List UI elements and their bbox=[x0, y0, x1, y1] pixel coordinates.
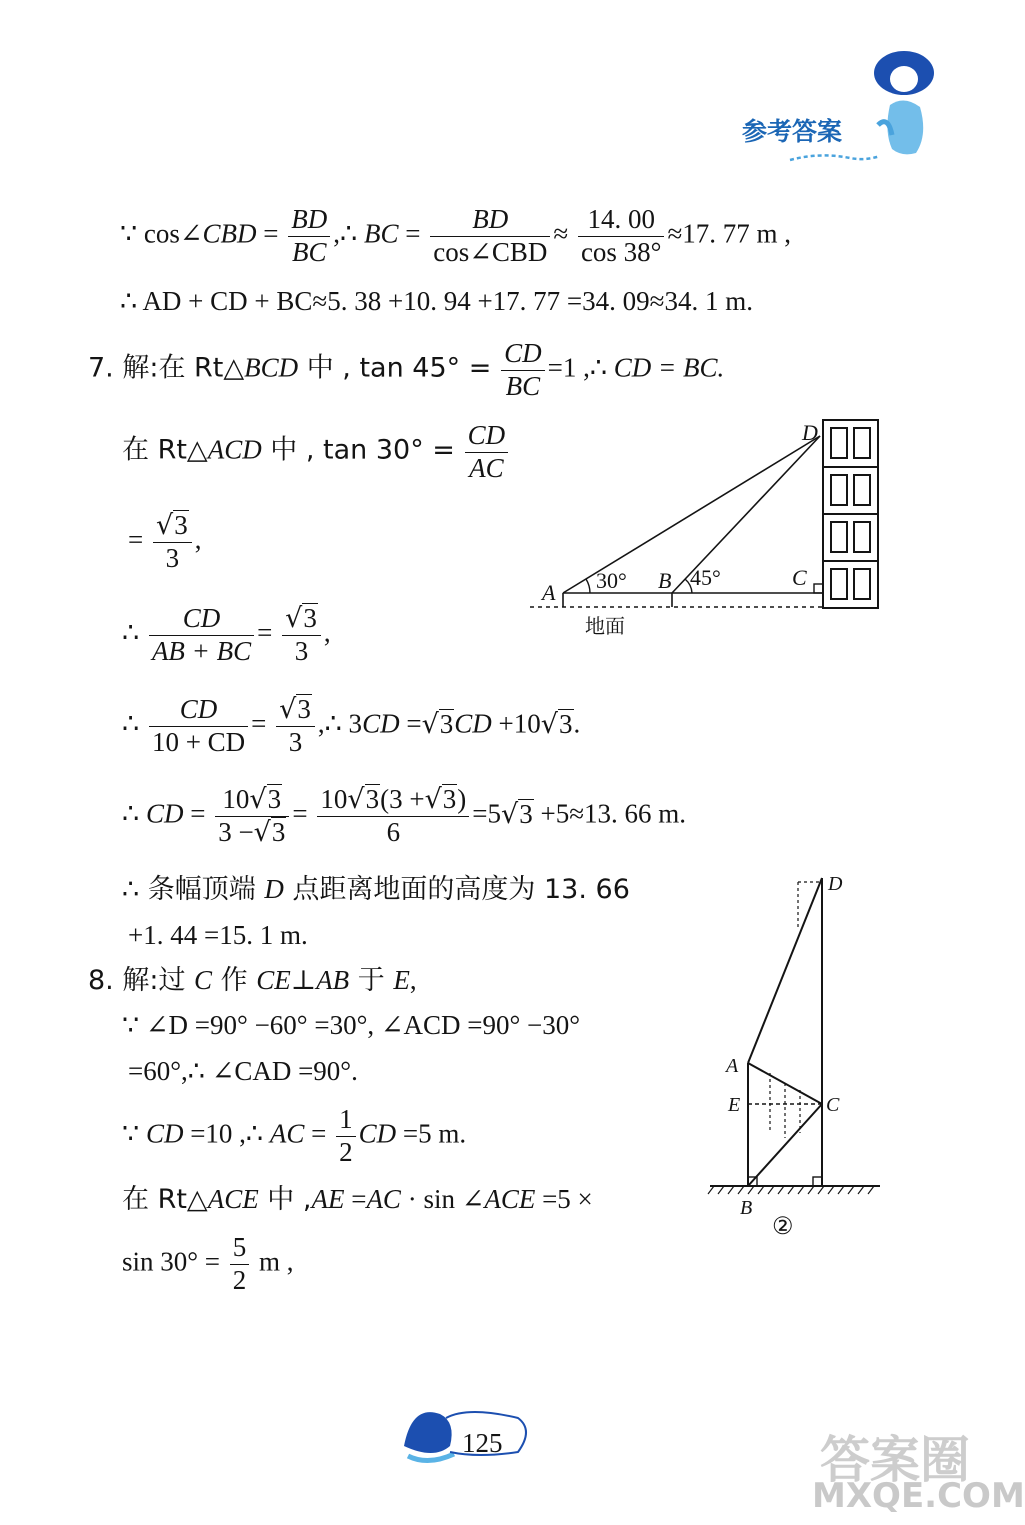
label-c: C bbox=[792, 565, 807, 590]
fraction bbox=[501, 338, 545, 403]
text: =10 ,∴ bbox=[183, 1118, 270, 1149]
numerator: CD bbox=[501, 338, 545, 371]
header-mascot-icon bbox=[868, 45, 948, 165]
numerator: 5 bbox=[230, 1232, 250, 1265]
text: 中 , tan 45° = bbox=[298, 352, 492, 384]
text: 3 bbox=[267, 784, 282, 814]
problem-number: 8. 解 bbox=[88, 965, 150, 996]
text: 10 bbox=[320, 784, 348, 814]
radical: √3 bbox=[279, 694, 311, 725]
line-total-distance: ∴ AD + CD + BC≈5. 38 +10. 94 +17. 77 =34. 09≈34. 1 m. bbox=[120, 286, 753, 316]
text: ,∴ bbox=[333, 218, 364, 249]
radical: √3 bbox=[285, 603, 317, 634]
text: =5 m. bbox=[396, 1118, 467, 1149]
radical: √3 bbox=[249, 784, 282, 815]
text: CD bbox=[454, 708, 492, 739]
text: 在 Rt△ bbox=[122, 1184, 208, 1215]
text: 中 , bbox=[258, 1184, 312, 1215]
label-ground: 地面 bbox=[585, 616, 625, 638]
text: = bbox=[257, 617, 273, 648]
label-e: E bbox=[728, 1094, 741, 1116]
text: :过 bbox=[149, 965, 195, 996]
window bbox=[854, 569, 870, 599]
problem-7-line-5 bbox=[122, 694, 580, 759]
text: 3 bbox=[365, 784, 380, 814]
text: , bbox=[323, 617, 331, 648]
problem-number: 7. 解 bbox=[88, 352, 150, 384]
angle-arc-a bbox=[586, 579, 590, 593]
text: ≈17. 77 m , bbox=[667, 218, 792, 249]
text: 3 bbox=[559, 708, 573, 739]
text: CBD bbox=[202, 218, 257, 249]
right-angle-mark bbox=[814, 584, 823, 593]
fraction bbox=[282, 603, 321, 668]
text: +5≈13. 66 m. bbox=[533, 798, 687, 829]
text: E bbox=[393, 965, 410, 995]
denominator: 6 bbox=[386, 816, 401, 847]
line-bc bbox=[748, 1104, 822, 1186]
text: 3 bbox=[439, 708, 454, 739]
text: ∴ 条幅顶端 bbox=[122, 874, 265, 905]
text: BC bbox=[363, 218, 399, 249]
text: ∵ cos∠ bbox=[120, 218, 203, 249]
window bbox=[854, 428, 870, 458]
text: 10 bbox=[222, 784, 250, 814]
text: CD bbox=[145, 798, 184, 829]
fraction bbox=[215, 784, 289, 849]
radical: √3 bbox=[421, 708, 454, 740]
denominator: cos 38° bbox=[580, 236, 662, 267]
denominator: AC bbox=[469, 452, 504, 483]
text: = bbox=[344, 1184, 367, 1214]
label-d: D bbox=[802, 420, 818, 445]
text: ∴ bbox=[122, 708, 140, 739]
problem-7-line-3 bbox=[128, 510, 201, 575]
text: m , bbox=[252, 1246, 294, 1277]
radical: √3 bbox=[540, 708, 573, 740]
fraction bbox=[465, 420, 509, 485]
problem-7-line-7 bbox=[122, 876, 630, 903]
denominator: AB + BC bbox=[151, 635, 252, 666]
problem-8-line-5 bbox=[122, 1186, 593, 1213]
text: D bbox=[264, 874, 284, 904]
numerator: 3 bbox=[174, 510, 188, 540]
numerator: BD bbox=[430, 204, 550, 237]
text: 3 bbox=[519, 798, 533, 829]
fraction bbox=[153, 510, 192, 575]
problem-8-line-4 bbox=[122, 1104, 466, 1169]
denominator: 10 + CD bbox=[151, 726, 246, 757]
problem-7-line-1 bbox=[88, 338, 724, 403]
header-swoosh-icon bbox=[790, 150, 880, 164]
label-b: B bbox=[740, 1197, 753, 1219]
text: CD bbox=[358, 1118, 397, 1149]
text: 在 Rt△ bbox=[122, 434, 208, 466]
denominator: 3 bbox=[288, 726, 303, 757]
label-c: C bbox=[826, 1094, 840, 1116]
text: ∵ bbox=[122, 1118, 146, 1149]
text: ) bbox=[457, 784, 467, 814]
text: CD bbox=[145, 1118, 184, 1149]
window bbox=[831, 428, 847, 458]
text: ACE bbox=[484, 1184, 536, 1214]
text: ≈ bbox=[553, 218, 569, 249]
watermark-site: MXQE.COM bbox=[812, 1476, 1025, 1516]
text: = bbox=[399, 708, 422, 739]
text: CD bbox=[362, 708, 400, 739]
text: ∴ bbox=[122, 617, 140, 648]
denominator: BC bbox=[292, 236, 327, 267]
text: AE bbox=[311, 1184, 345, 1214]
text: 3 bbox=[442, 784, 457, 814]
numerator: CD bbox=[149, 603, 254, 636]
numerator: 1 bbox=[336, 1104, 356, 1137]
problem-7-line-6 bbox=[122, 784, 686, 849]
page-number: 125 bbox=[462, 1428, 503, 1458]
text: ,∴ 3 bbox=[317, 708, 363, 739]
problem-8-line-3: =60°,∴ ∠CAD =90°. bbox=[128, 1056, 358, 1086]
denominator: 2 bbox=[232, 1264, 247, 1295]
figure-building-angles bbox=[530, 410, 890, 650]
text: = bbox=[251, 708, 267, 739]
text: , bbox=[409, 965, 417, 995]
figure-number: ② bbox=[772, 1214, 794, 1240]
problem-8-line-1 bbox=[88, 967, 417, 994]
text: =5 × bbox=[535, 1184, 593, 1214]
text: ⊥ bbox=[290, 965, 317, 995]
text: +10 bbox=[491, 708, 541, 739]
text: CE bbox=[256, 965, 291, 995]
fraction bbox=[149, 603, 254, 668]
text: =1 ,∴ bbox=[547, 352, 614, 383]
text: AC bbox=[269, 1118, 305, 1149]
text: sin 30° = bbox=[122, 1246, 221, 1277]
denominator: 2 bbox=[339, 1136, 353, 1167]
text: BCD bbox=[244, 352, 299, 383]
fraction bbox=[430, 204, 550, 269]
problem-7-line-2 bbox=[122, 420, 511, 485]
text: 作 bbox=[212, 965, 257, 996]
denominator: 3 bbox=[294, 635, 309, 666]
text: = bbox=[292, 798, 308, 829]
header-title: 参考答案 bbox=[742, 117, 843, 146]
label-angle-30: 30° bbox=[596, 568, 627, 593]
text: 于 bbox=[349, 965, 394, 996]
text: . bbox=[573, 708, 581, 739]
window bbox=[854, 475, 870, 505]
numerator: BD bbox=[288, 204, 330, 237]
text: 点距离地面的高度为 13. 66 bbox=[283, 874, 630, 905]
window bbox=[831, 475, 847, 505]
text: (3 + bbox=[380, 784, 425, 814]
watermark-chars: 答案圈 bbox=[820, 1431, 970, 1489]
window bbox=[831, 522, 847, 552]
label-d: D bbox=[828, 873, 843, 895]
text: · sin ∠ bbox=[400, 1184, 485, 1214]
window bbox=[854, 522, 870, 552]
text: CD = BC. bbox=[613, 352, 725, 383]
text: AC bbox=[366, 1184, 401, 1214]
text: 3 − bbox=[218, 816, 254, 847]
line-cos-cbd bbox=[120, 204, 791, 269]
figure-two-poles bbox=[700, 868, 890, 1246]
text: = bbox=[256, 218, 279, 249]
problem-7-line-4 bbox=[122, 603, 331, 668]
numerator: CD bbox=[149, 694, 248, 727]
text: , bbox=[194, 524, 202, 555]
text: = bbox=[398, 218, 421, 249]
text: ∴ bbox=[122, 798, 146, 829]
fraction bbox=[276, 694, 315, 759]
fraction bbox=[149, 694, 248, 759]
line-ad bbox=[748, 878, 822, 1063]
text: = bbox=[183, 798, 206, 829]
text: :在 Rt△ bbox=[149, 352, 245, 384]
text: AB bbox=[316, 965, 350, 995]
label-a: A bbox=[726, 1055, 739, 1077]
problem-8-line-6 bbox=[122, 1232, 294, 1297]
text: 中 , tan 30° = bbox=[261, 434, 455, 466]
problem-7-line-8: +1. 44 =15. 1 m. bbox=[128, 920, 308, 950]
problem-8-line-2: ∵ ∠D =90° −60° =30°, ∠ACD =90° −30° bbox=[122, 1010, 581, 1040]
text: =5 bbox=[472, 798, 502, 829]
radical: √3 bbox=[501, 798, 533, 830]
label-b: B bbox=[658, 568, 672, 593]
fraction bbox=[336, 1104, 356, 1169]
label-a: A bbox=[542, 580, 556, 605]
radical: √3 bbox=[347, 784, 380, 815]
fraction bbox=[317, 784, 469, 849]
text: C bbox=[194, 965, 213, 995]
radical: √3 bbox=[424, 784, 457, 815]
fraction bbox=[578, 204, 665, 269]
ground-hatch bbox=[708, 1186, 874, 1194]
window bbox=[831, 569, 847, 599]
numerator: 14. 00 bbox=[578, 204, 665, 237]
fraction bbox=[230, 1232, 250, 1297]
fraction bbox=[288, 204, 330, 269]
text: = bbox=[304, 1118, 327, 1149]
radical: √3 bbox=[155, 510, 188, 541]
radical: √3 bbox=[253, 816, 286, 848]
label-angle-45: 45° bbox=[690, 565, 721, 590]
text: ACD bbox=[207, 434, 262, 465]
right-angle-mark bbox=[813, 1177, 822, 1186]
text: 3 bbox=[271, 816, 286, 847]
numerator: 3 bbox=[297, 694, 311, 724]
denominator: cos∠CBD bbox=[433, 236, 548, 267]
text: ACE bbox=[207, 1184, 259, 1214]
numerator: 3 bbox=[303, 603, 317, 633]
denominator: BC bbox=[505, 370, 541, 401]
denominator: 3 bbox=[165, 542, 180, 573]
text: = bbox=[128, 524, 144, 555]
numerator: CD bbox=[465, 420, 509, 453]
